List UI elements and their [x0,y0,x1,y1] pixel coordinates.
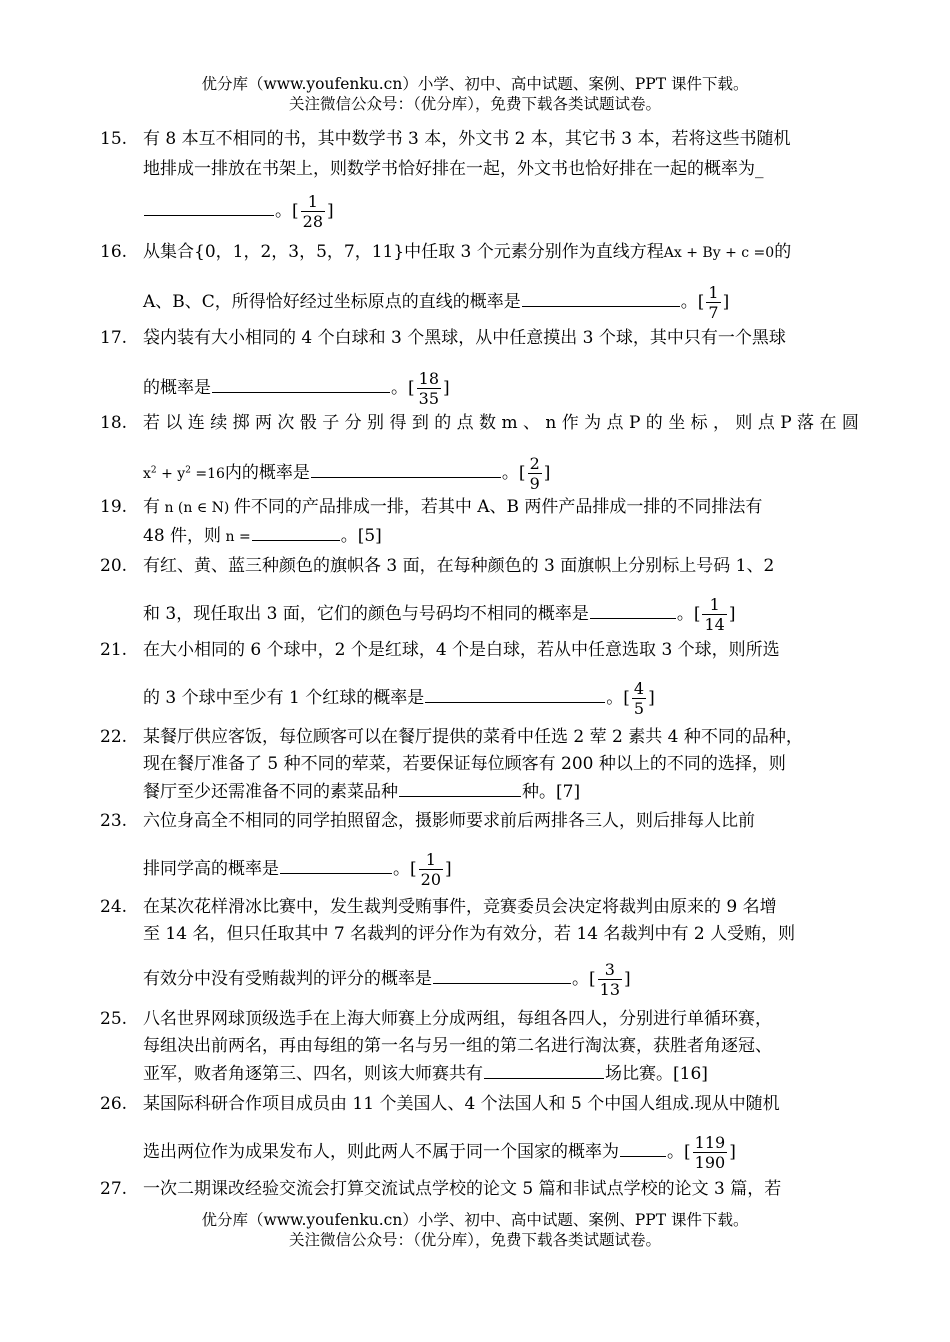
answer-line: 的概率是 。[ $\frac{18}{35}$ ] [143,369,450,408]
question-number: 24. [100,897,128,917]
answer-blank [252,524,340,541]
question-number: 18. [100,413,128,433]
answer-fraction: $\frac{1}{7}$ [708,283,719,322]
question-text: 从集合{0，1，2，3，5，7，11}中任取 3 个元素分别作为直线方程Ax + By + c =0的 [143,242,792,262]
question-number: 21. [100,640,128,660]
answer-blank [280,857,392,874]
question-text: 至 14 名，但只任取其中 7 名裁判的评分作为有效分，若 14 名裁判中有 2 人受贿，则 [143,924,796,944]
question-text: 有 n (n ∈ N) 件不同的产品排成一排，若其中 A、B 两件产品排成一排的不同排法有 [143,497,763,517]
answer-line: $x^2 + y^2 =16$内的概率是 。[ $\frac{2}{9}$ ] [143,454,551,493]
question-text: 每组决出前两名，再由每组的第一名与另一组的第二名进行淘汰赛，获胜者角逐冠、 [143,1036,772,1056]
question-text: 有红、黄、蓝三种颜色的旗帜各 3 面，在每种颜色的 3 面旗帜上分别标上号码 1、2 [143,556,775,576]
answer-fraction: $\frac{3}{13}$ [599,960,620,999]
answer-line: 。[ $\frac{1}{28}$ ] [143,192,334,231]
answer-blank [484,1062,604,1079]
answer-blank [399,780,521,797]
answer-fraction: $\frac{4}{5}$ [633,679,645,718]
answer-blank [590,602,676,619]
question-number: 22. [100,727,128,747]
line-equation: Ax + By + c =0 [663,245,775,261]
question-text: 六位身高全不相同的同学拍照留念，摄影师要求前后两排各三人，则后排每人比前 [143,811,755,831]
answer-line: 的 3 个球中至少有 1 个红球的概率是 。[ $\frac{4}{5}$ ] [143,679,655,718]
answer-line: 选出两位作为成果发布人，则此两人不属于同一个国家的概率为 。[ $\frac{119}{190}$ ] [143,1133,736,1172]
header-line-1: 优分库（www.youfenku.cn）小学、初中、高中试题、案例、PPT 课件下载。 [201,75,749,93]
question-number: 19. [100,497,128,517]
question-number: 15. [100,129,128,149]
question-text: 有 8 本互不相同的书，其中数学书 3 本，外文书 2 本，其它书 3 本，若将这些书随机 [143,129,791,149]
answer-blank [311,461,501,478]
page-header [0,74,950,114]
question-number: 20. [100,556,128,576]
answer-blank [620,1140,666,1157]
question-text: 地排成一排放在书架上，则数学书恰好排在一起，外文书也恰好排在一起的概率为_ [143,159,764,179]
question-text: 袋内装有大小相同的 4 个白球和 3 个黑球，从中任意摸出 3 个球，其中只有一个黑球 [143,328,786,348]
answer-blank [522,290,680,307]
answer-blank [433,967,571,984]
page-footer [0,1210,950,1250]
question-number: 27. [100,1179,128,1199]
answer-line: 48 件，则 n = 。[5] [143,526,382,546]
question-number: 17. [100,328,128,348]
question-text: 某国际科研合作项目成员由 11 个美国人、4 个法国人和 5 个中国人组成.现从中随机 [143,1094,780,1114]
question-text: 一次二期课改经验交流会打算交流试点学校的论文 5 篇和非试点学校的论文 3 篇，若 [143,1179,782,1199]
header-line-2: 关注微信公众号：（优分库），免费下载各类试题试卷。 [288,95,661,113]
answer-line: 和 3，现任取出 3 面，它们的颜色与号码均不相同的概率是 。[ $\frac{1}{14}$ ] [143,595,736,634]
question-text: 在某次花样滑冰比赛中，发生裁判受贿事件，竞赛委员会决定将裁判由原来的 9 名增 [143,897,777,917]
question-number: 26. [100,1094,128,1114]
question-text: 现在餐厅准备了 5 种不同的荤菜，若要保证每位顾客有 200 种以上的不同的选择，则 [143,754,786,774]
question-number: 16. [100,242,128,262]
footer-line-1: 优分库（www.youfenku.cn）小学、初中、高中试题、案例、PPT 课件下载。 [201,1211,749,1229]
question-text: 若 以 连 续 掷 两 次 骰 子 分 别 得 到 的 点 数 m 、 n 作 为 点 P 的 坐 标 ， 则 点 P 落 在 圆 [143,413,859,433]
answer-fraction: $\frac{1}{20}$ [420,850,441,889]
question-text: 八名世界网球顶级选手在上海大师赛上分成两组，每组各四人，分别进行单循环赛， [143,1009,772,1029]
answer-fraction: $\frac{2}{9}$ [529,454,540,493]
answer-fraction: $\frac{1}{28}$ [302,192,323,231]
circle-equation: $x^2 + y^2 =16$ [143,465,225,482]
footer-line-2: 关注微信公众号：（优分库），免费下载各类试题试卷。 [288,1231,661,1249]
answer-line: 餐厅至少还需准备不同的素菜品种 种。[7] [143,782,581,802]
answer-line: 有效分中没有受贿裁判的评分的概率是 。[ $\frac{3}{13}$ ] [143,960,631,999]
question-number: 23. [100,811,128,831]
answer-line: 排同学高的概率是 。[ $\frac{1}{20}$ ] [143,850,452,889]
answer-blank [144,199,274,216]
answer-fraction: $\frac{119}{190}$ [694,1133,726,1172]
answer-fraction: $\frac{1}{14}$ [704,595,725,634]
answer-line: A、B、C，所得恰好经过坐标原点的直线的概率是 。[ $\frac{1}{7}$ ] [143,283,730,322]
answer-blank [425,686,605,703]
answer-blank [212,376,390,393]
question-text: 某餐厅供应客饭，每位顾客可以在餐厅提供的菜肴中任选 2 荤 2 素共 4 种不同的品种， [143,727,803,747]
answer-fraction: $\frac{18}{35}$ [418,369,439,408]
answer-line: 亚军，败者角逐第三、四名，则该大师赛共有 场比赛。[16] [143,1064,708,1084]
question-text: 在大小相同的 6 个球中，2 个是红球，4 个是白球，若从中任意选取 3 个球，则所选 [143,640,780,660]
question-number: 25. [100,1009,128,1029]
